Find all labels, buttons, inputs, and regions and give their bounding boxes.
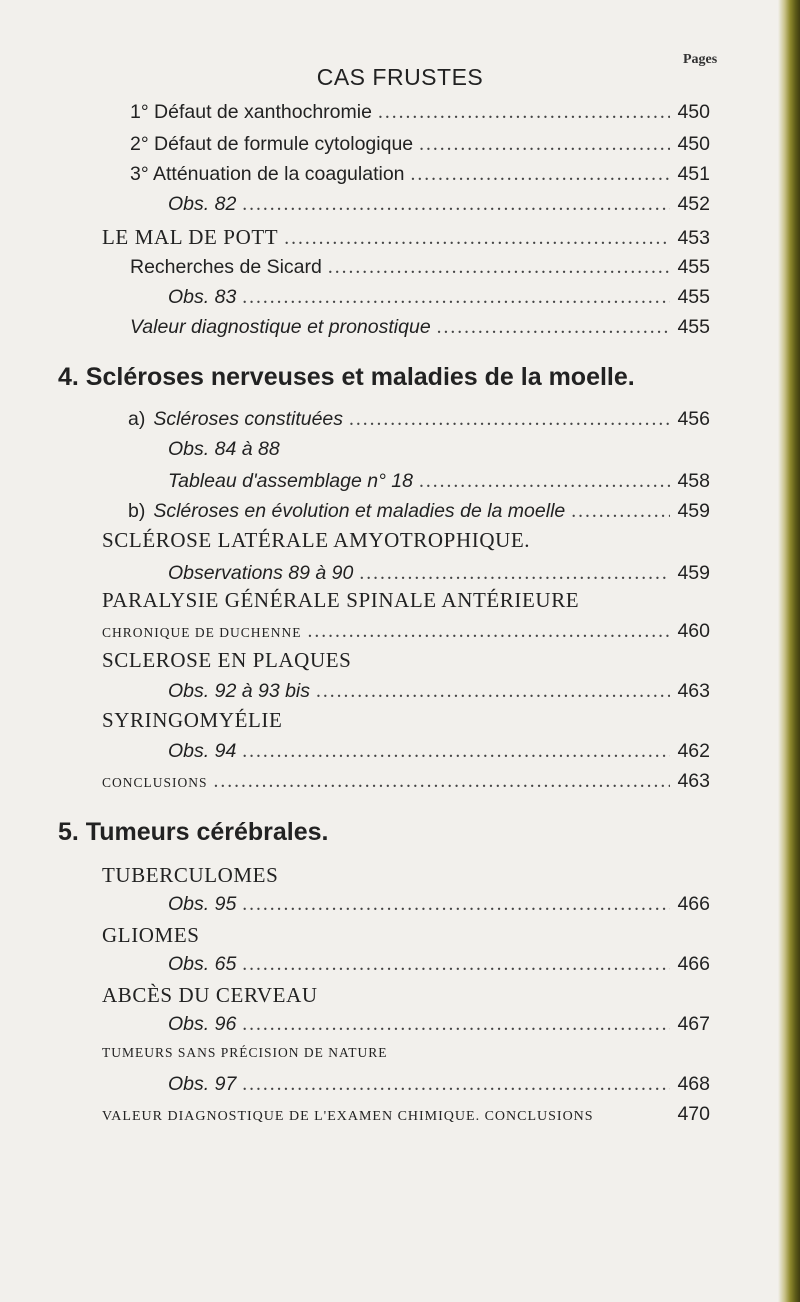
leader-dots xyxy=(419,471,670,493)
paralysie-heading: PARALYSIE GÉNÉRALE SPINALE ANTÉRIEURE xyxy=(102,588,580,612)
toc-entry[interactable] xyxy=(130,256,710,279)
toc-entry-page: 450 xyxy=(677,101,710,123)
toc-entry[interactable] xyxy=(102,225,710,250)
toc-entry[interactable] xyxy=(102,620,710,643)
toc-entry[interactable] xyxy=(130,316,710,339)
toc-entry[interactable] xyxy=(102,1103,710,1126)
leader-dots xyxy=(571,501,670,523)
toc-entry-text: VALEUR DIAGNOSTIQUE DE L'EXAMEN CHIMIQUE. CONCLUSIONS xyxy=(102,1109,594,1124)
toc-entry-page: 458 xyxy=(677,470,710,492)
toc-entry-text: 3° Atténuation de la coagulation xyxy=(130,163,405,185)
leader-dots xyxy=(437,317,670,339)
leader-dots xyxy=(242,954,670,976)
toc-entry-text: Scléroses constituées xyxy=(153,408,344,430)
toc-entry[interactable] xyxy=(168,562,710,585)
toc-entry-prefix: a) xyxy=(128,408,146,430)
toc-entry-text: CONCLUSIONS xyxy=(102,775,208,790)
toc-entry[interactable] xyxy=(168,470,710,493)
toc-entry[interactable] xyxy=(130,133,710,156)
leader-dots xyxy=(316,681,670,703)
toc-entry-page: 450 xyxy=(677,133,710,155)
page-edge-shadow xyxy=(778,0,800,1302)
leader-dots xyxy=(242,1074,670,1096)
leader-dots xyxy=(419,134,670,156)
toc-entry-text: Tableau d'assemblage n° 18 xyxy=(168,470,413,492)
toc-entry-page: 463 xyxy=(677,770,710,792)
leader-dots xyxy=(328,257,670,279)
tuberculomes-heading: TUBERCULOMES xyxy=(102,863,279,887)
toc-entry-text: Obs. 97 xyxy=(168,1073,237,1095)
toc-entry-text: Recherches de Sicard xyxy=(130,256,322,278)
toc-entry-page: 452 xyxy=(677,193,710,215)
leader-dots xyxy=(242,894,670,916)
toc-entry-text: Obs. 82 xyxy=(168,193,237,215)
toc-entry xyxy=(168,438,468,461)
toc-entry-page: 463 xyxy=(677,680,710,702)
toc-entry-text: 1° Défaut de xanthochromie xyxy=(130,101,372,123)
toc-entry-page: 456 xyxy=(677,408,710,430)
toc-entry[interactable] xyxy=(130,163,710,186)
toc-entry-text: 2° Défaut de formule cytologique xyxy=(130,133,414,155)
toc-entry-page: 466 xyxy=(677,893,710,915)
toc-entry-page: 455 xyxy=(677,256,710,278)
toc-entry-page: 462 xyxy=(677,740,710,762)
toc-entry-text: Obs. 95 xyxy=(168,893,237,915)
section-heading-4: 4. Scléroses nerveuses et maladies de la moelle. xyxy=(58,363,635,391)
toc-entry-page: 470 xyxy=(677,1103,710,1125)
leader-dots xyxy=(242,1014,670,1036)
syringomyelie-heading: SYRINGOMYÉLIE xyxy=(102,708,283,732)
section-heading-5: 5. Tumeurs cérébrales. xyxy=(58,818,329,846)
toc-entry[interactable] xyxy=(130,101,710,124)
toc-entry-text: Obs. 96 xyxy=(168,1013,237,1035)
leader-dots xyxy=(378,102,670,124)
toc-entry[interactable] xyxy=(168,1013,710,1036)
toc-entry-text: Obs. 83 xyxy=(168,286,237,308)
toc-entry-page: 459 xyxy=(677,562,710,584)
toc-entry-text: TUMEURS SANS PRÉCISION DE NATURE xyxy=(102,1045,388,1060)
leader-dots xyxy=(359,563,670,585)
toc-entry-text: LE MAL DE POTT xyxy=(102,225,279,249)
leader-dots xyxy=(214,771,670,793)
sclerose-plaques-heading: SCLEROSE EN PLAQUES xyxy=(102,648,352,672)
toc-entry-text: Obs. 84 à 88 xyxy=(168,438,280,460)
toc-entry-page: 468 xyxy=(677,1073,710,1095)
toc-entry xyxy=(102,1045,710,1061)
cas-frustes-heading: CAS FRUSTES xyxy=(316,64,484,90)
toc-entry[interactable] xyxy=(168,680,710,703)
toc-entry-text: Obs. 92 à 93 bis xyxy=(168,680,311,702)
toc-entry[interactable] xyxy=(102,770,710,793)
toc-entry-page: 459 xyxy=(677,500,710,522)
toc-entry[interactable] xyxy=(168,286,710,309)
gliomes-heading: GLIOMES xyxy=(102,923,200,947)
abces-heading: ABCÈS DU CERVEAU xyxy=(102,983,318,1007)
toc-entry-prefix: b) xyxy=(128,500,146,522)
toc-entry-page: 451 xyxy=(677,163,710,185)
toc-entry-text: Valeur diagnostique et pronostique xyxy=(130,316,431,338)
toc-entry-page: 467 xyxy=(677,1013,710,1035)
toc-entry[interactable] xyxy=(168,953,710,976)
toc-entry-page: 460 xyxy=(677,620,710,642)
toc-entry-page: 466 xyxy=(677,953,710,975)
pages-column-label: Pages xyxy=(683,52,718,67)
leader-dots xyxy=(242,287,670,309)
toc-entry[interactable] xyxy=(128,408,710,431)
leader-dots xyxy=(242,741,670,763)
toc-entry-text: Scléroses en évolution et maladies de la moelle xyxy=(153,500,566,522)
toc-entry-text: Observations 89 à 90 xyxy=(168,562,354,584)
toc-entry-page: 455 xyxy=(677,316,710,338)
toc-entry[interactable] xyxy=(128,500,710,523)
sla-heading: SCLÉROSE LATÉRALE AMYOTROPHIQUE. xyxy=(102,528,531,552)
toc-entry-page: 455 xyxy=(677,286,710,308)
leader-dots xyxy=(284,228,670,250)
leader-dots xyxy=(349,409,670,431)
toc-entry[interactable] xyxy=(168,740,710,763)
toc-entry-text: CHRONIQUE DE DUCHENNE xyxy=(102,625,302,640)
toc-entry-text: Obs. 94 xyxy=(168,740,237,762)
leader-dots xyxy=(411,164,670,186)
toc-entry-text: Obs. 65 xyxy=(168,953,237,975)
toc-entry-page: 453 xyxy=(677,227,710,249)
leader-dots xyxy=(308,621,671,643)
toc-entry[interactable] xyxy=(168,893,710,916)
toc-entry[interactable] xyxy=(168,1073,710,1096)
toc-entry[interactable] xyxy=(168,193,710,216)
leader-dots xyxy=(242,194,670,216)
